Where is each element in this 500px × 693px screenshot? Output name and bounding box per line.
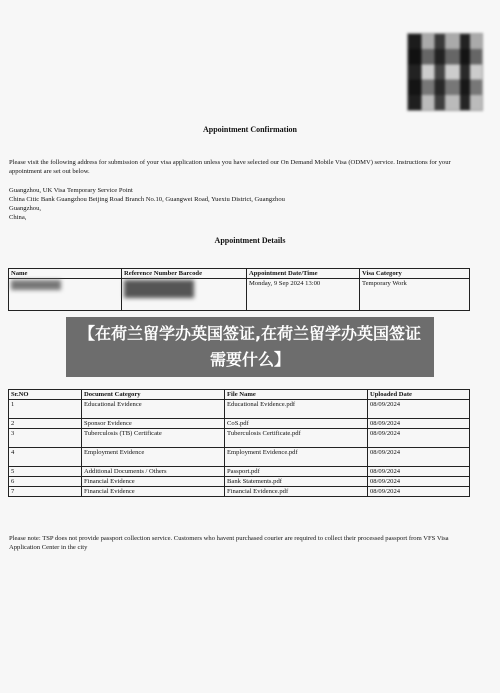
row-number: 5 [9, 467, 82, 477]
appointment-details-table [8, 268, 470, 311]
header-date-time: Appointment Date/Time [247, 269, 360, 279]
header-doc-category: Document Category [82, 390, 225, 400]
table-row [9, 467, 470, 477]
row-file: Tuberculosis Certificate.pdf [225, 429, 368, 448]
document-title: Appointment Confirmation [202, 125, 297, 134]
date-time-cell: Monday, 9 Sep 2024 13:00 [247, 279, 360, 311]
documents-table [8, 389, 470, 497]
name-cell-redacted [9, 279, 122, 311]
row-file: Employment Evidence.pdf [225, 448, 368, 467]
table-row [9, 487, 470, 497]
header-visa-category: Visa Category [360, 269, 470, 279]
header-sr-no: Sr.NO [9, 390, 82, 400]
barcode-cell-redacted [122, 279, 247, 311]
row-date: 08/09/2024 [368, 400, 470, 419]
header-uploaded-date: Uploaded Date [368, 390, 470, 400]
details-title: Appointment Details [214, 236, 286, 245]
row-date: 08/09/2024 [368, 477, 470, 487]
intro-paragraph: Please visit the following address for submission of your visa application unless you have selected our On Demand Mobile Visa (ODMV) service. Instructions for your appointment are set out below. [9, 159, 451, 175]
passport-note: Please note: TSP does not provide passport collection service. Customers who havent purchased courier are required to collect their processed passport from VFS Visa Application Center in the city [9, 535, 449, 551]
header-name: Name [9, 269, 122, 279]
row-category: Educational Evidence [82, 400, 225, 419]
row-number: 3 [9, 429, 82, 448]
row-date: 08/09/2024 [368, 429, 470, 448]
table-row [9, 448, 470, 467]
row-file: Passport.pdf [225, 467, 368, 477]
row-date: 08/09/2024 [368, 419, 470, 429]
title-banner [66, 317, 434, 377]
row-category: Financial Evidence [82, 487, 225, 497]
row-number: 6 [9, 477, 82, 487]
row-category: Tuberculosis (TB) Certificate [82, 429, 225, 448]
row-category: Financial Evidence [82, 477, 225, 487]
row-category: Employment Evidence [82, 448, 225, 467]
row-number: 4 [9, 448, 82, 467]
row-number: 1 [9, 400, 82, 419]
header-file-name: File Name [225, 390, 368, 400]
address-line: China, [9, 214, 27, 221]
row-date: 08/09/2024 [368, 448, 470, 467]
address-line: Guangzhou, [9, 205, 42, 212]
table-row [9, 429, 470, 448]
row-file: Financial Evidence.pdf [225, 487, 368, 497]
row-date: 08/09/2024 [368, 487, 470, 497]
row-category: Sponsor Evidence [82, 419, 225, 429]
row-number: 2 [9, 419, 82, 429]
row-file: CoS.pdf [225, 419, 368, 429]
table-row [9, 477, 470, 487]
qr-code-image [407, 33, 483, 111]
row-category: Additional Documents / Others [82, 467, 225, 477]
row-file: Educational Evidence.pdf [225, 400, 368, 419]
table-row [9, 419, 470, 429]
address-line: Guangzhou, UK Visa Temporary Service Point [9, 187, 133, 194]
banner-text: 【在荷兰留学办英国签证,在荷兰留学办英国签证需要什么】 [78, 324, 422, 369]
header-reference: Reference Number Barcode [122, 269, 247, 279]
address-line: China Citic Bank Guangzhou Beijing Road Branch No.10, Guangwei Road, Yuexiu District, Guangzhou [9, 196, 285, 203]
table-row [9, 400, 470, 419]
row-date: 08/09/2024 [368, 467, 470, 477]
category-cell: Temporary Work [360, 279, 470, 311]
address-block [9, 186, 479, 222]
row-number: 7 [9, 487, 82, 497]
row-file: Bank Statements.pdf [225, 477, 368, 487]
